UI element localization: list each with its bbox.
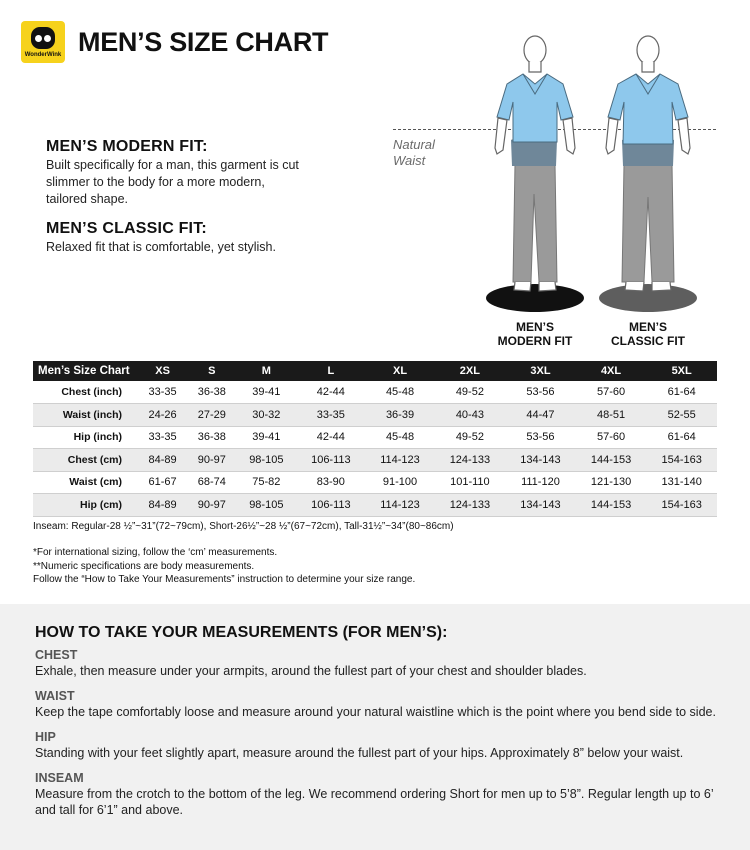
size-cell: 57-60 (576, 426, 647, 449)
size-cell: 98-105 (236, 494, 296, 517)
size-cell: 42-44 (296, 426, 365, 449)
size-table-title: Men’s Size Chart (33, 361, 138, 381)
size-cell: 30-32 (236, 404, 296, 427)
size-cell: 68-74 (187, 471, 236, 494)
logo-face-icon (31, 27, 55, 49)
logo-text: WonderWink (24, 52, 62, 58)
size-cell: 106-113 (296, 494, 365, 517)
size-cell: 84-89 (138, 494, 187, 517)
size-col-2xl: 2XL (435, 361, 506, 381)
size-cell: 101-110 (435, 471, 506, 494)
classic-fit-label: MEN’S CLASSIC FIT (611, 320, 685, 348)
size-cell: 45-48 (365, 426, 434, 449)
size-cell: 75-82 (236, 471, 296, 494)
size-cell: 27-29 (187, 404, 236, 427)
inseam-instructions: Measure from the crotch to the bottom of the leg. We recommend ordering Short for men up to 5’8”. Regular length up to 6’ and tall for 6’1” and above. (35, 787, 714, 817)
size-cell: 36-38 (187, 426, 236, 449)
hip-heading: HIP (35, 730, 56, 744)
size-cell: 45-48 (365, 381, 434, 404)
size-cell: 39-41 (236, 381, 296, 404)
classic-shirt (608, 74, 688, 144)
wonderwink-logo (21, 21, 65, 63)
size-cell: 154-163 (646, 449, 717, 472)
size-cell: 36-39 (365, 404, 434, 427)
size-cell: 90-97 (187, 449, 236, 472)
size-table (33, 361, 717, 517)
size-cell: 111-120 (505, 471, 576, 494)
size-row (33, 381, 717, 404)
size-row (33, 426, 717, 449)
waist-heading: WAIST (35, 689, 75, 703)
inseam-note: Inseam: Regular-28 ½”~31”(72~79cm), Short-26½”~28 ½”(67~72cm), Tall-31½”~34”(80~86cm) (33, 521, 454, 532)
how-to-measure-section (0, 604, 750, 850)
size-cell: 91-100 (365, 471, 434, 494)
size-cell: 24-26 (138, 404, 187, 427)
size-cell: 114-123 (365, 494, 434, 517)
size-cell: 53-56 (505, 381, 576, 404)
note-follow: Follow the “How to Take Your Measurements” instruction to determine your size range. (33, 574, 416, 585)
size-cell: 134-143 (505, 449, 576, 472)
inseam-heading: INSEAM (35, 771, 84, 785)
size-cell: 144-153 (576, 494, 647, 517)
size-row-label: Hip (inch) (33, 426, 138, 449)
classic-fit-description: Relaxed fit that is comfortable, yet stylish. (46, 240, 276, 254)
classic-arm-left (606, 118, 618, 154)
size-cell: 36-38 (187, 381, 236, 404)
size-notes (33, 546, 415, 587)
size-row (33, 494, 717, 517)
size-cell: 154-163 (646, 494, 717, 517)
classic-fit-figure (598, 32, 698, 314)
size-cell: 131-140 (646, 471, 717, 494)
size-cell: 39-41 (236, 426, 296, 449)
modern-fit-figure (485, 32, 585, 314)
size-row-label: Chest (cm) (33, 449, 138, 472)
classic-shadow (599, 284, 697, 312)
page-title: MEN’S SIZE CHART (78, 27, 329, 57)
size-cell: 144-153 (576, 449, 647, 472)
hip-instructions: Standing with your feet slightly apart, measure around the fullest part of your hips. Approximately 8” below your waist. (35, 746, 684, 760)
size-table-body (33, 381, 717, 516)
size-cell: 114-123 (365, 449, 434, 472)
note-international: *For international sizing, follow the ‘cm’ measurements. (33, 547, 278, 558)
size-table-header (33, 361, 717, 381)
size-cell: 121-130 (576, 471, 647, 494)
size-cell: 33-35 (296, 404, 365, 427)
size-cell: 98-105 (236, 449, 296, 472)
size-col-4xl: 4XL (576, 361, 647, 381)
size-cell: 53-56 (505, 426, 576, 449)
size-col-l: L (296, 361, 365, 381)
chest-instructions: Exhale, then measure under your armpits, around the fullest part of your chest and shoulder blades. (35, 664, 587, 678)
modern-head (524, 36, 546, 64)
size-cell: 84-89 (138, 449, 187, 472)
modern-fit-label: MEN’S MODERN FIT (497, 320, 573, 348)
size-cell: 90-97 (187, 494, 236, 517)
size-cell: 61-64 (646, 426, 717, 449)
size-row (33, 404, 717, 427)
size-row-label: Waist (inch) (33, 404, 138, 427)
modern-shirt (497, 74, 573, 142)
size-cell: 61-64 (646, 381, 717, 404)
how-to-measure-title: HOW TO TAKE YOUR MEASUREMENTS (FOR MEN’S): (35, 624, 448, 641)
size-col-3xl: 3XL (505, 361, 576, 381)
modern-shadow (486, 284, 584, 312)
size-cell: 124-133 (435, 449, 506, 472)
natural-waist-label: Natural Waist (393, 137, 435, 168)
size-cell: 57-60 (576, 381, 647, 404)
size-cell: 124-133 (435, 494, 506, 517)
size-cell: 44-47 (505, 404, 576, 427)
size-col-m: M (236, 361, 296, 381)
classic-head (637, 36, 659, 64)
size-cell: 42-44 (296, 381, 365, 404)
modern-arm-right (563, 118, 575, 154)
size-row (33, 449, 717, 472)
classic-arm-right (678, 118, 690, 154)
size-cell: 48-51 (576, 404, 647, 427)
chest-heading: CHEST (35, 648, 78, 662)
size-row-label: Hip (cm) (33, 494, 138, 517)
modern-waist-band (511, 140, 557, 166)
modern-fit-heading: MEN’S MODERN FIT: (46, 138, 208, 155)
size-row-label: Chest (inch) (33, 381, 138, 404)
size-cell: 49-52 (435, 381, 506, 404)
size-cell: 40-43 (435, 404, 506, 427)
size-cell: 52-55 (646, 404, 717, 427)
size-cell: 33-35 (138, 381, 187, 404)
size-cell: 61-67 (138, 471, 187, 494)
size-cell: 106-113 (296, 449, 365, 472)
size-cell: 134-143 (505, 494, 576, 517)
size-col-s: S (187, 361, 236, 381)
note-numeric: **Numeric specifications are body measurements. (33, 560, 255, 572)
size-col-xl: XL (365, 361, 434, 381)
size-row-label: Waist (cm) (33, 471, 138, 494)
size-row (33, 471, 717, 494)
size-cell: 49-52 (435, 426, 506, 449)
size-cell: 83-90 (296, 471, 365, 494)
size-cell: 33-35 (138, 426, 187, 449)
waist-instructions: Keep the tape comfortably loose and measure around your natural waistline which is the point where you bend side to side. (35, 705, 716, 719)
classic-fit-heading: MEN’S CLASSIC FIT: (46, 220, 207, 237)
size-col-5xl: 5XL (646, 361, 717, 381)
size-col-xs: XS (138, 361, 187, 381)
modern-arm-left (495, 118, 507, 154)
modern-fit-description: Built specifically for a man, this garment is cut slimmer to the body for a more modern, tailored shape. (46, 158, 299, 206)
